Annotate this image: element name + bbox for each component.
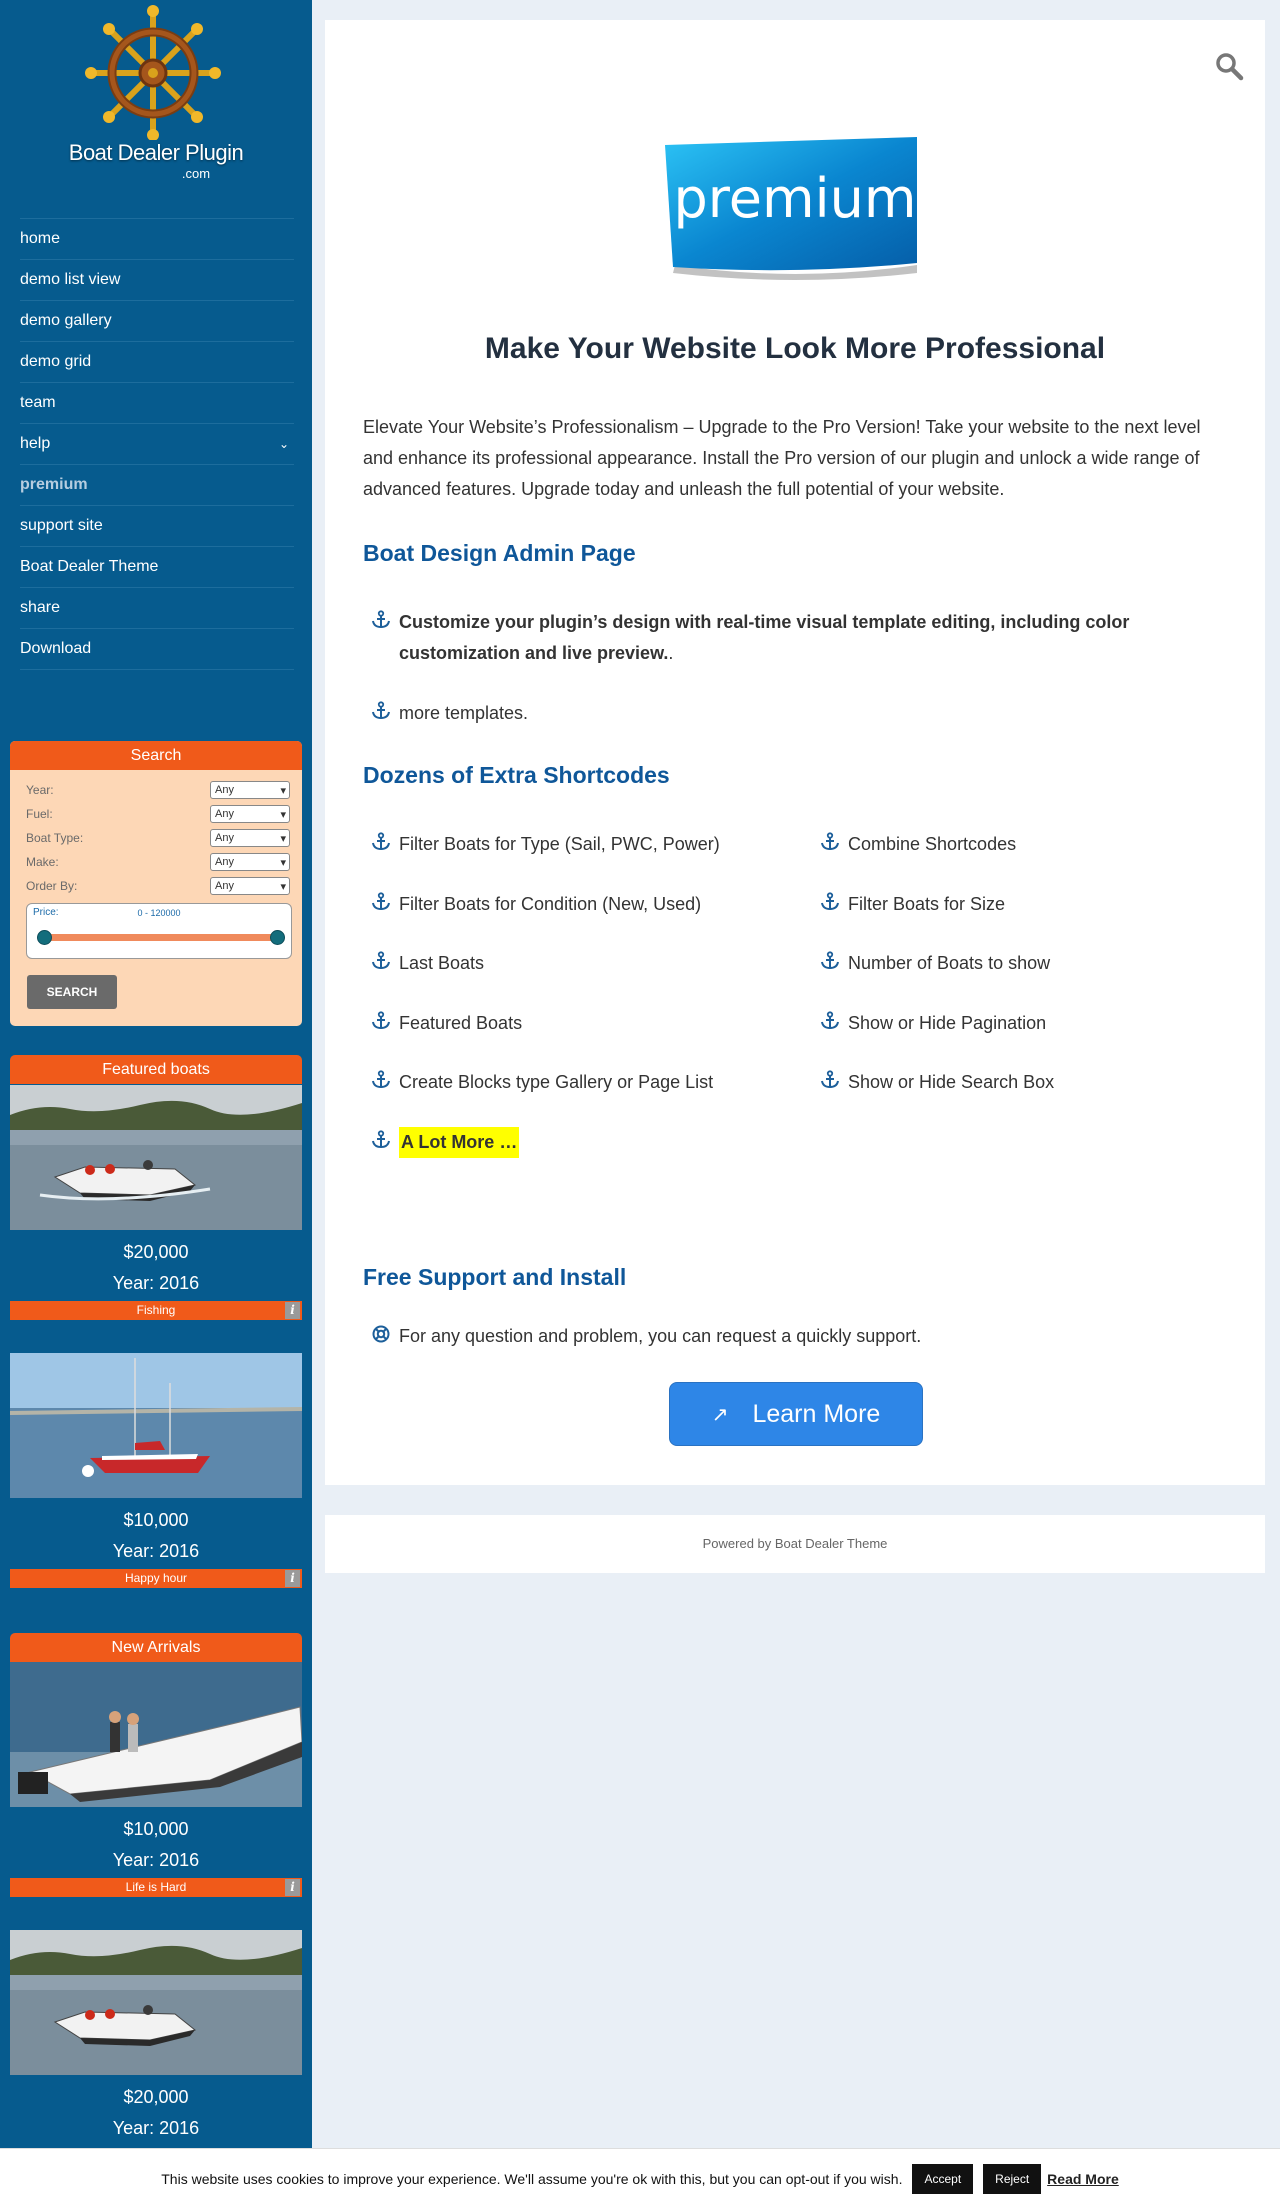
list-item <box>363 889 701 920</box>
nav-label: share <box>20 599 61 616</box>
info-icon[interactable]: i <box>285 1302 300 1319</box>
list-item <box>363 698 528 729</box>
list-item <box>812 948 1050 979</box>
boat-tag <box>10 1878 302 1897</box>
boat-card[interactable] <box>10 1353 302 1588</box>
select-value: Any <box>215 856 234 868</box>
search-icon[interactable] <box>1213 50 1245 82</box>
list-item <box>363 1067 713 1098</box>
order-by-select[interactable] <box>210 877 290 895</box>
list-item <box>812 829 1016 860</box>
boat-type-filter <box>10 826 302 850</box>
section-heading-support: Free Support and Install <box>363 1264 627 1290</box>
info-icon[interactable]: i <box>285 1879 300 1896</box>
boat-price: $10,000 <box>123 1819 189 1839</box>
nav-item-premium[interactable] <box>20 465 294 506</box>
nav-label: demo grid <box>20 353 92 370</box>
filter-label: Fuel: <box>26 807 53 821</box>
year-select[interactable] <box>210 781 290 799</box>
logo-subtitle: .com <box>181 166 211 181</box>
list-item <box>363 1127 519 1158</box>
featured-boats-widget <box>10 1055 302 1084</box>
year-filter <box>10 778 302 802</box>
list-item-text: Featured Boats <box>399 1013 523 1033</box>
nav-item-support-site[interactable] <box>20 506 294 547</box>
nav-label: home <box>20 230 61 247</box>
list-item-text: Number of Boats to show <box>848 953 1051 973</box>
boat-tag <box>10 1569 302 1588</box>
select-value: Any <box>215 832 234 844</box>
footer-credit[interactable]: Powered by Boat Dealer Theme <box>702 1536 888 1551</box>
anchor-icon <box>812 1010 848 1030</box>
price-range-filter <box>26 903 292 959</box>
make-select[interactable] <box>210 853 290 871</box>
list-item-text: Show or Hide Search Box <box>848 1072 1055 1092</box>
new-arrivals-widget <box>10 1633 302 1662</box>
nav-item-home[interactable] <box>20 219 294 260</box>
tag-label: Happy hour <box>124 1571 188 1585</box>
anchor-icon <box>363 1129 399 1149</box>
select-value: Any <box>215 808 234 820</box>
list-item-text: Combine Shortcodes <box>848 834 1017 854</box>
anchor-icon <box>363 700 399 720</box>
fuel-filter <box>10 802 302 826</box>
boat-photo[interactable] <box>10 1085 302 1230</box>
boat-photo[interactable] <box>10 1353 302 1498</box>
boat-year: Year: 2016 <box>112 1273 200 1293</box>
list-item-text: Show or Hide Pagination <box>848 1013 1047 1033</box>
nav-item-boat-dealer-theme[interactable] <box>20 547 294 588</box>
list-item <box>363 607 1223 669</box>
cookie-reject-button[interactable]: Reject <box>983 2164 1041 2194</box>
price-range-value: 0 - 120000 <box>137 908 181 918</box>
chevron-down-icon: ▾ <box>280 856 286 869</box>
section-heading-admin: Boat Design Admin Page <box>363 540 636 566</box>
nav-label: Download <box>20 640 92 657</box>
boat-photo[interactable] <box>10 1662 302 1807</box>
chevron-down-icon[interactable]: ⌄ <box>278 437 290 451</box>
tag-label: Life is Hard <box>125 1880 187 1894</box>
nav-label: team <box>20 394 56 411</box>
select-value: Any <box>215 880 234 892</box>
intro-text: Elevate Your Website’s Professionalism – Upgrade to the Pro Version! Take your website to the next level and enhance its professional appearance. Install the Pro version of our plugin and unlock a wide range of advanced features. Upgrade today and unleash the full potential of your website. <box>363 417 1201 499</box>
chevron-down-icon: ▾ <box>280 832 286 845</box>
cookie-read-more-link[interactable]: Read More <box>1047 2171 1119 2187</box>
list-item <box>363 829 720 860</box>
fuel-select[interactable] <box>210 805 290 823</box>
filter-label: Make: <box>26 855 59 869</box>
price-slider-min-handle[interactable] <box>37 930 52 945</box>
cookie-accept-button[interactable]: Accept <box>912 2164 973 2194</box>
external-link-icon: ↗ <box>711 1403 729 1426</box>
anchor-icon <box>812 831 848 851</box>
anchor-icon <box>812 891 848 911</box>
list-item-text: Filter Boats for Size <box>848 894 1006 914</box>
site-logo[interactable] <box>0 0 312 200</box>
list-item-text: Filter Boats for Condition (New, Used) <box>399 894 702 914</box>
nav-item-demo-gallery[interactable] <box>20 301 294 342</box>
nav-label: support site <box>20 517 103 534</box>
section-heading-shortcodes: Dozens of Extra Shortcodes <box>363 762 670 788</box>
featured-boats-title: Featured boats <box>10 1055 302 1084</box>
nav-item-share[interactable] <box>20 588 294 629</box>
cookie-text: This website uses cookies to improve your experience. We'll assume you're ok with this, but you can opt-out if you wish. <box>161 2171 903 2187</box>
logo-title: Boat Dealer Plugin <box>68 140 244 165</box>
filter-label: Order By: <box>26 879 78 893</box>
filter-label: Boat Type: <box>26 831 84 845</box>
search-widget-title: Search <box>10 741 302 770</box>
chevron-down-icon: ▾ <box>280 784 286 797</box>
list-item-text: Filter Boats for Type (Sail, PWC, Power) <box>399 834 720 854</box>
anchor-icon <box>363 609 399 629</box>
life-ring-icon <box>363 1323 399 1343</box>
price-slider-track[interactable] <box>45 934 277 941</box>
boat-photo[interactable] <box>10 1930 302 2075</box>
site-footer <box>325 1515 1265 1573</box>
nav-item-demo-list-view[interactable] <box>20 260 294 301</box>
list-item <box>363 1321 921 1352</box>
boat-price: $10,000 <box>123 1510 189 1530</box>
boat-card[interactable] <box>10 1085 302 1320</box>
list-item <box>363 1008 522 1039</box>
page-title: Make Your Website Look More Professional <box>484 332 1106 365</box>
boat-tag <box>10 1301 302 1320</box>
anchor-icon <box>363 1069 399 1089</box>
order-by-filter <box>10 874 302 898</box>
boat-card[interactable] <box>10 1930 302 2142</box>
nav-label: Boat Dealer Theme <box>20 558 159 575</box>
make-filter <box>10 850 302 874</box>
nav-item-download[interactable] <box>20 629 294 670</box>
boat-year: Year: 2016 <box>112 1850 200 1870</box>
nav-item-team[interactable] <box>20 383 294 424</box>
list-item <box>812 889 1005 920</box>
list-item-text: more templates. <box>399 703 529 723</box>
search-button[interactable]: SEARCH <box>27 975 117 1009</box>
list-item <box>363 948 484 979</box>
boat-price: $20,000 <box>123 2087 189 2107</box>
search-widget <box>10 741 302 1026</box>
price-label: Price: <box>33 907 59 918</box>
boat-type-select[interactable] <box>210 829 290 847</box>
main-content <box>325 20 1265 1485</box>
nav-label: demo gallery <box>20 312 112 329</box>
ship-wheel-icon <box>0 0 312 140</box>
list-item-text: For any question and problem, you can request a quickly support. <box>399 1326 922 1346</box>
nav-item-demo-grid[interactable] <box>20 342 294 383</box>
anchor-icon <box>363 1010 399 1030</box>
premium-badge-text: premium <box>673 167 917 230</box>
list-item-text: A Lot More … <box>399 1127 519 1158</box>
filter-label: Year: <box>26 783 54 797</box>
learn-more-button[interactable] <box>669 1382 923 1446</box>
main-navigation <box>20 218 294 670</box>
info-icon[interactable]: i <box>285 1570 300 1587</box>
boat-year: Year: 2016 <box>112 1541 200 1561</box>
list-item-trailing: . <box>668 643 674 663</box>
price-slider-max-handle[interactable] <box>270 930 285 945</box>
list-item-text: Last Boats <box>399 953 485 973</box>
anchor-icon <box>363 950 399 970</box>
sidebar <box>0 0 312 2209</box>
select-value: Any <box>215 784 234 796</box>
nav-label: demo list view <box>20 271 121 288</box>
boat-price: $20,000 <box>123 1242 189 1262</box>
chevron-down-icon: ▾ <box>280 808 286 821</box>
premium-badge <box>655 135 935 290</box>
list-item-text: Create Blocks type Gallery or Page List <box>399 1072 714 1092</box>
list-item-text: Customize your plugin’s design with real-time visual template editing, including color customization and live preview. <box>399 612 1130 663</box>
nav-label: help <box>20 435 51 452</box>
boat-card[interactable] <box>10 1662 302 1897</box>
new-arrivals-title: New Arrivals <box>10 1633 302 1662</box>
nav-label: premium <box>20 476 88 493</box>
list-item <box>812 1008 1046 1039</box>
list-item <box>812 1067 1054 1098</box>
anchor-icon <box>363 891 399 911</box>
anchor-icon <box>812 1069 848 1089</box>
tag-label: Fishing <box>136 1303 176 1317</box>
chevron-down-icon: ▾ <box>280 880 286 893</box>
learn-more-label: Learn More <box>752 1399 881 1428</box>
anchor-icon <box>363 831 399 851</box>
cookie-banner <box>0 2148 1280 2209</box>
anchor-icon <box>812 950 848 970</box>
nav-item-help[interactable] <box>20 424 294 465</box>
boat-year: Year: 2016 <box>112 2118 200 2138</box>
